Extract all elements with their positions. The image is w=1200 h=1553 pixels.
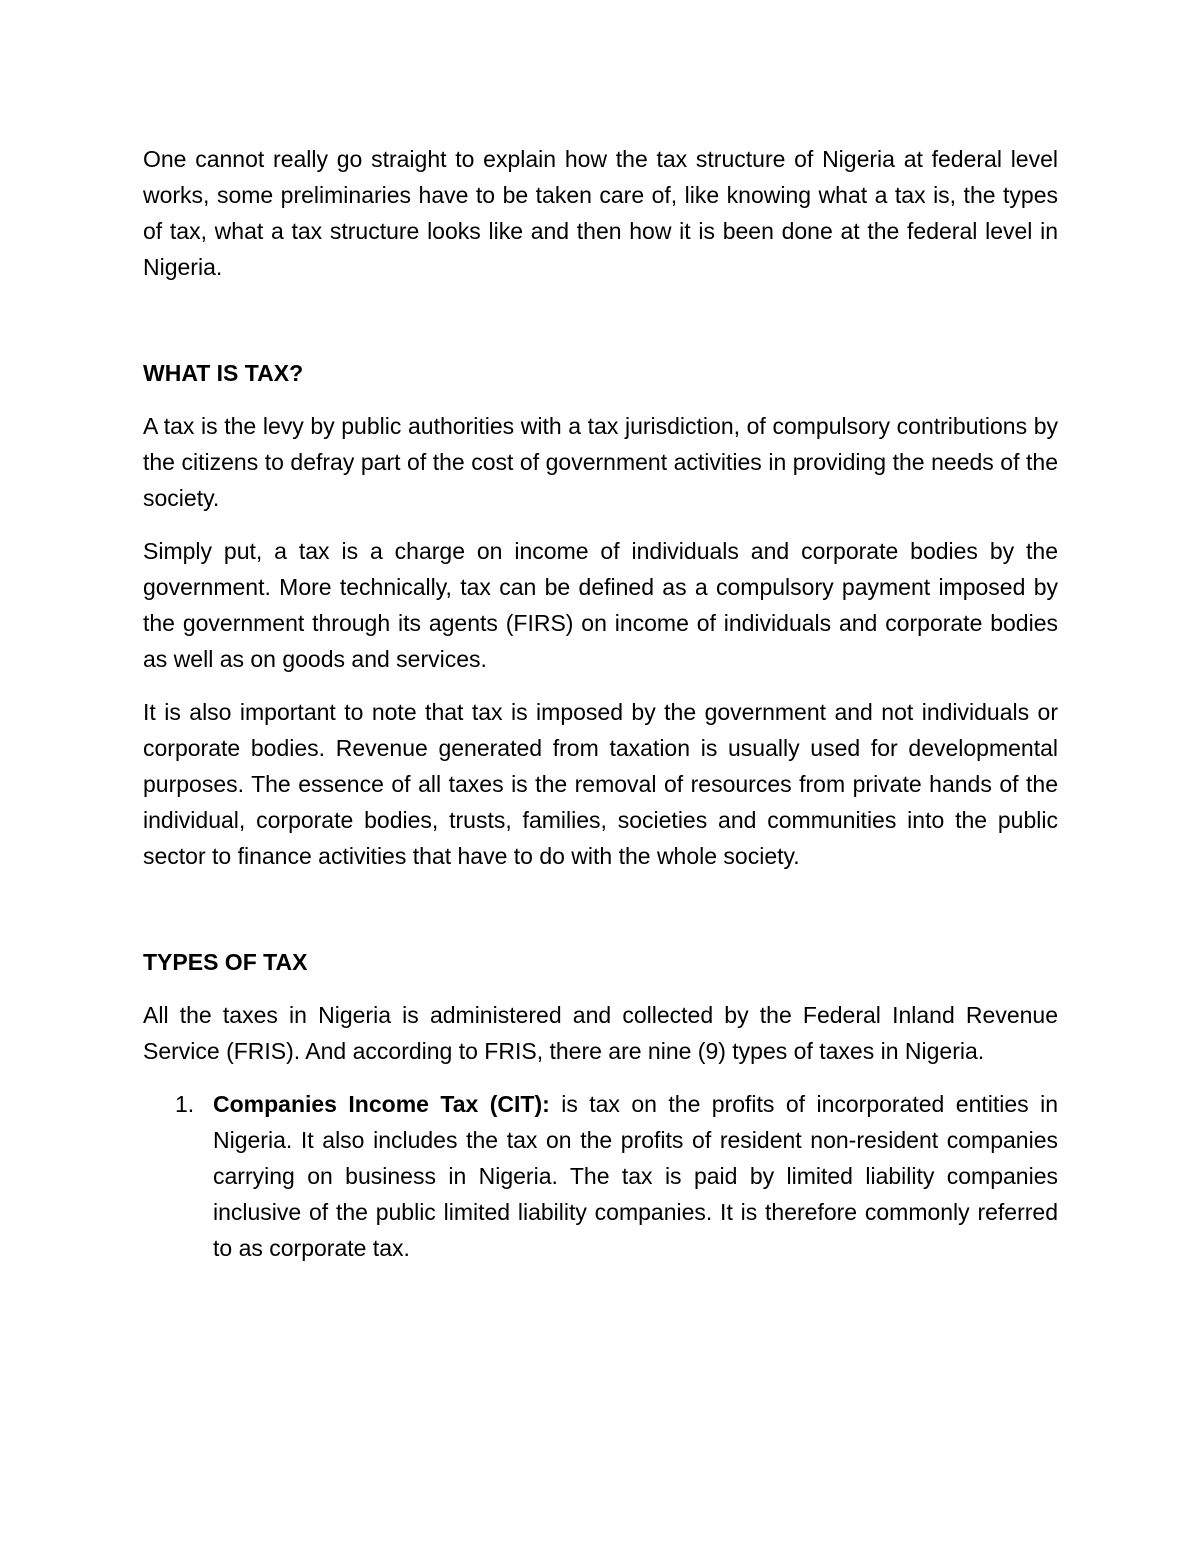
list-item-text: is tax on the profits of incorporated entities in Nigeria. It also includes the tax on the profits of resident non-resident companies carrying on business in Nigeria. The tax is paid by limited liability companies inclusive of the public limited liability companies. It is therefore commonly referred to as corporate tax. bbox=[213, 1091, 1058, 1261]
section-heading-what-is-tax: WHAT IS TAX? bbox=[143, 360, 304, 386]
tax-definition-paragraph: A tax is the levy by public authorities with a tax jurisdiction, of compulsory contributions by the citizens to defray part of the cost of government activities in providing the needs of the society. bbox=[143, 413, 1058, 511]
list-item bbox=[143, 1086, 1058, 1266]
section-heading-types-of-tax: TYPES OF TAX bbox=[143, 949, 308, 975]
list-item-term: Companies Income Tax (CIT): bbox=[213, 1091, 550, 1117]
intro-paragraph: One cannot really go straight to explain how the tax structure of Nigeria at federal level works, some preliminaries have to be taken care of, like knowing what a tax is, the types of tax, what a tax structure looks like and then how it is been done at the federal level in Nigeria. bbox=[143, 146, 1058, 280]
tax-simple-definition-paragraph: Simply put, a tax is a charge on income of individuals and corporate bodies by the government. More technically, tax can be defined as a compulsory payment imposed by the government through its agents (FIRS) on income of individuals and corporate bodies as well as on goods and services. bbox=[143, 538, 1058, 672]
list-item-number: 1. bbox=[175, 1091, 195, 1117]
types-of-tax-paragraph: All the taxes in Nigeria is administered and collected by the Federal Inland Revenue Service (FRIS). And according to FRIS, there are nine (9) types of taxes in Nigeria. bbox=[143, 1002, 1058, 1064]
document-body bbox=[143, 141, 1058, 1266]
tax-importance-paragraph: It is also important to note that tax is imposed by the government and not individuals or corporate bodies. Revenue generated from taxation is usually used for developmental purposes. The essence of all taxes is the removal of resources from private hands of the individual, corporate bodies, trusts, families, societies and communities into the public sector to finance activities that have to do with the whole society. bbox=[143, 699, 1058, 869]
tax-types-list bbox=[143, 1086, 1058, 1266]
